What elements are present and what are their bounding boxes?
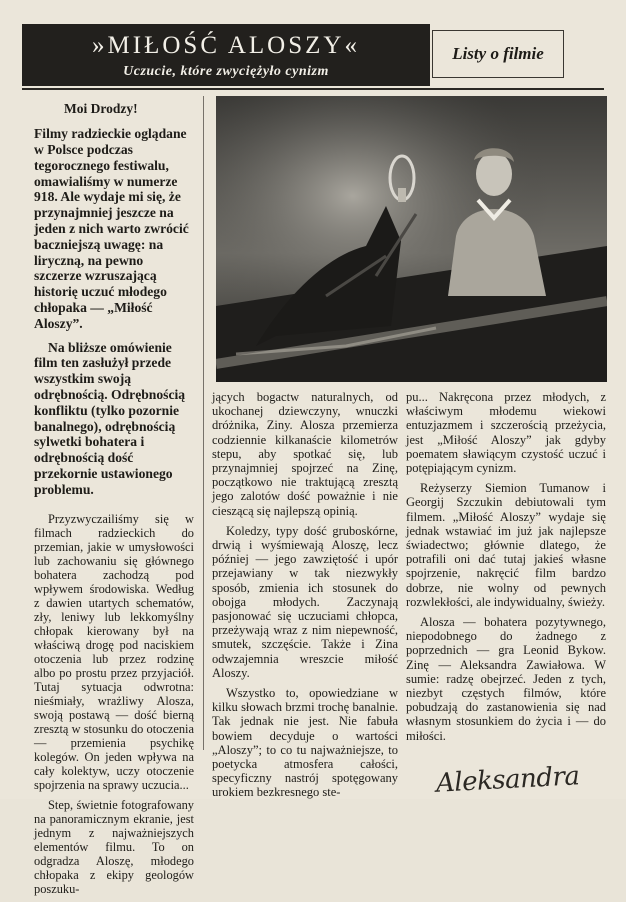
film-still-photo <box>216 96 607 382</box>
column-divider <box>203 96 204 750</box>
body-paragraph: pu... Nakręcona przez młodych, z właściwym młodemu wiekowi entuzjazmem i szczerością przeżycia, jest „Miłość Aloszy” jak gdyby poematem sławiącym czystość uczuć i potępiającym cynizm. <box>406 390 606 476</box>
column-1 <box>34 102 194 902</box>
header-rule <box>22 88 604 90</box>
body-paragraph: Alosza — bohatera pozytywnego, niepodobnego do żadnego z poprzednich — gra Leonid Bykow. Zinę — Aleksandra Zawiałowa. W sumie: radzę obejrzeć. Jeden z tych, niezbyt częstych filmów, które pobudzają do zastanowienia się nad własnym stosunkiem do życia i — do miłości. <box>406 615 606 743</box>
body-paragraph: jących bogactw naturalnych, od ukochanej dziewczyny, wnuczki dróżnika, Ziny. Alosza przemierza codziennie kilkanaście kilometrów stepu, aby spotkać się, lub przynajmniej spojrzeć na Zinę, początkowo nie traktującą zresztą jego zalotów dość poważnie i nie cieszącą się najlepszą opinią. <box>212 390 398 518</box>
article-subtitle: Uczucie, które zwyciężyło cynizm <box>123 64 329 79</box>
body-paragraph: Wszystko to, opowiedziane w kilku słowach brzmi trochę banalnie. Tak jednak nie jest. Nie fabuła bowiem decyduje o wartości „Aloszy”; to co tu najważniejsze, to poetycka atmosfera całości, specyficzny nastrój spotęgowany urokiem bezkresnego ste- <box>212 686 398 800</box>
body-paragraph: Reżyserzy Siemion Tumanow i Georgij Szczukin debiutowali tym filmem. „Miłość Aloszy” wydaje się jednak wstawiać im już jak najlepsze świadectwo; głównie dlatego, że potrafili oni dać tutaj jakieś własne spojrzenie, nakręcić film bardzo dobrze, nie wolny od pewnych rozwlekłości, ale indywidualny, świeży. <box>406 481 606 609</box>
section-tag: Listy o filmie <box>432 30 564 78</box>
lead-paragraph-1: Filmy radzieckie oglądane w Polsce podczas tegorocznego festiwalu, omawialiśmy w numerze 918. Ale wydaje mi się, że przynajmniej jeszcze na jeden z nich warto zwrócić baczniejszą uwagę: na liryczną, na pewno szczerze wzruszającą historię uczuć młodego chłopaka — „Miłość Aloszy”. <box>34 126 189 331</box>
film-still-illustration <box>216 96 607 382</box>
lead-paragraph-2: Na bliższe omówienie film ten zasłużył przede wszystkim swoją odrębnością. Odrębnością konfliktu (tylko pozornie banalnego), odrębnością sylwetki bohatera i odrębnością dość przekornie ustawionego problemu. <box>34 339 186 497</box>
column-3 <box>406 390 606 749</box>
column-2 <box>212 390 398 806</box>
body-paragraph: Step, świetnie fotografowany na panoramicznym ekranie, jest jednym z najważniejszych elementów filmu. To on odgradza Aloszę, młodego chłopaka z ekipy geologów poszuku- <box>34 797 194 896</box>
title-banner <box>22 24 430 86</box>
body-paragraph: Przyzwyczailiśmy się w filmach radzieckich do przemian, jakie w umysłowości lub zachowaniu się głównego bohatera zachodzą pod wpływem środowiska. Według z dawien utartych schematów, zły, leniwy lub lekkomyślny chłopak kierowany był na właściwą drogę pod naciskiem otoczenia lub przez rodzinę albo po prostu przez przyjaciół. Tutaj sytuacja odwrotna: nieśmiały, wrażliwy Alosza, swoją postawą — dość bierną zresztą w stosunku do otoczenia — przemienia psychikę kolegów. On jeden wpływa na cały kolektyw, uczy otoczenie spojrzenia na sprawy uczucia... <box>34 511 194 792</box>
letter-greeting: Moi Drodzy! <box>64 101 138 116</box>
body-paragraph: Koledzy, typy dość gruboskórne, drwią i wyśmiewają Aloszę, lecz później — jego zawziętość i upór przejawiany w tak niezwykły sposób, zmienia ich stosunek do obojga młodych. Zaczynają pasjonować się uczuciami chłopca, przeżywają wraz z nim niepewność, smutek, szczęście. Także i Zina odwzajemnia wreszcie miłość Aloszy. <box>212 523 398 680</box>
article-title: »MIŁOŚĆ ALOSZY« <box>92 32 360 59</box>
author-signature: Aleksandra <box>435 761 581 799</box>
